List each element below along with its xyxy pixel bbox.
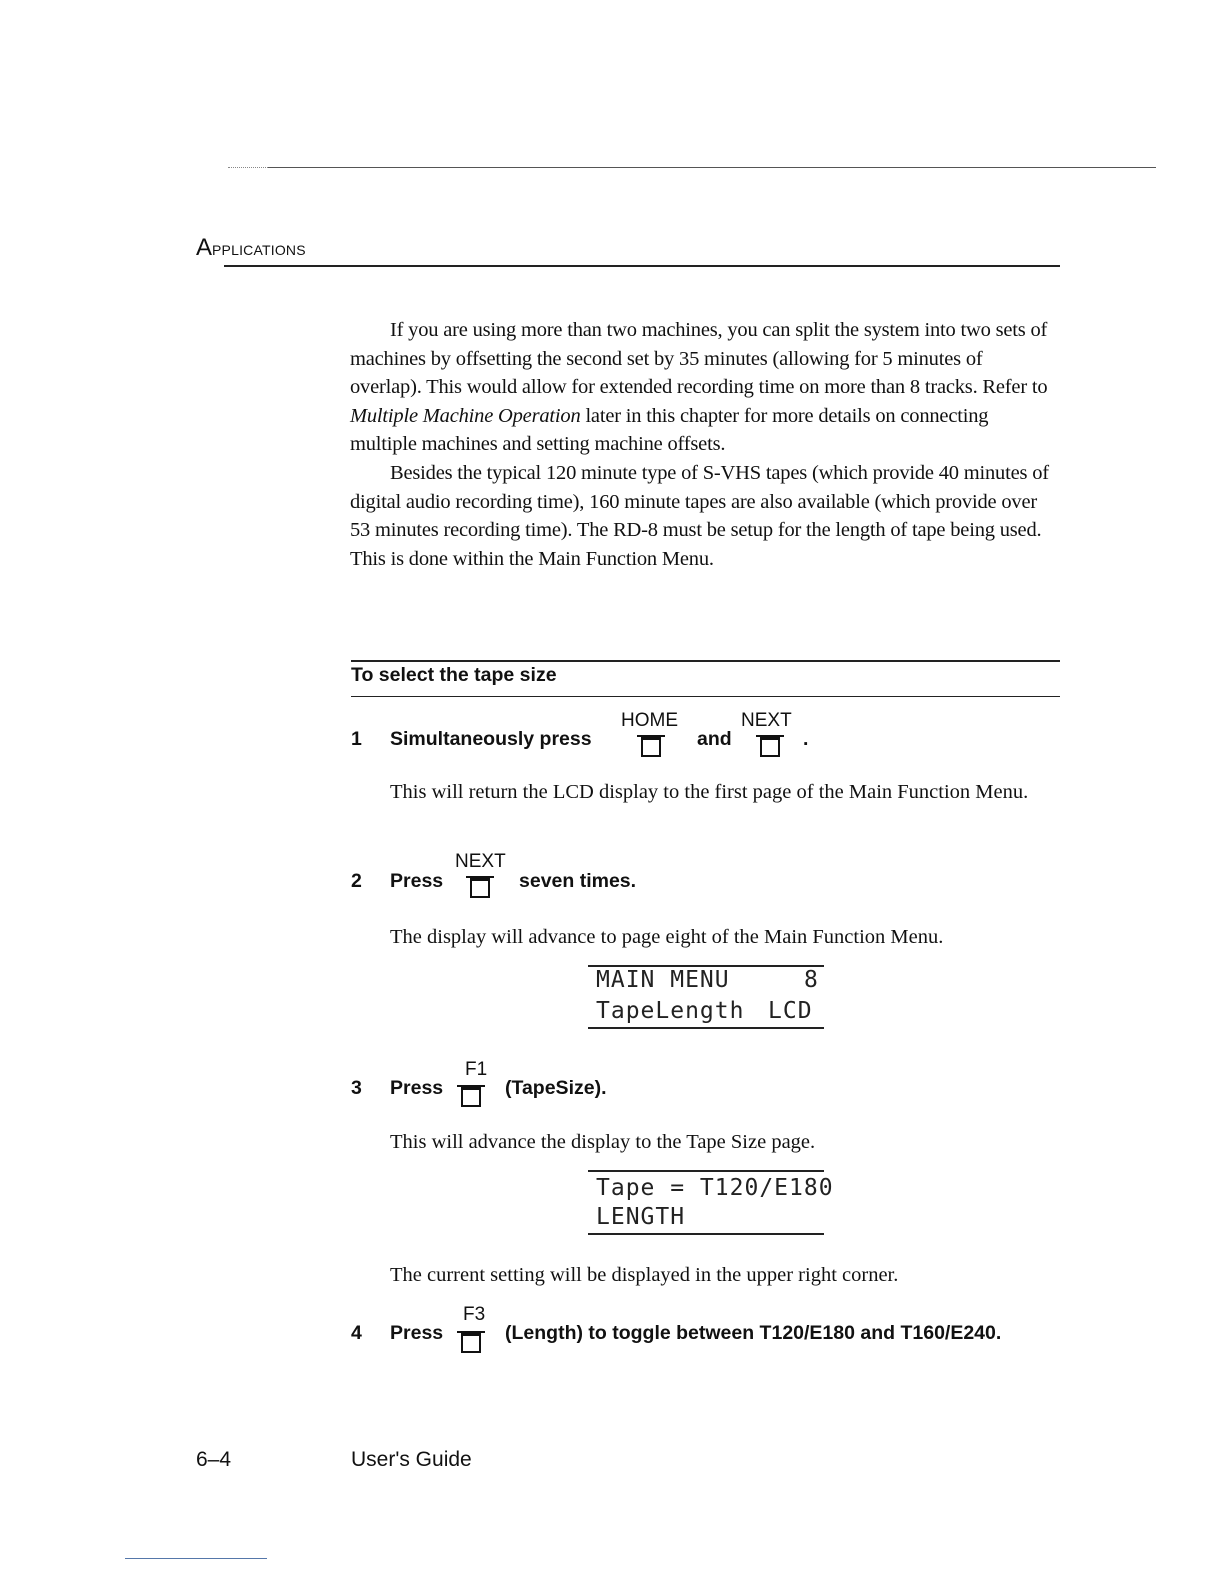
step-3-number: 3 — [351, 1077, 362, 1099]
step-1-text-a: Simultaneously press — [390, 728, 592, 750]
step-4-number: 4 — [351, 1322, 362, 1344]
step-1-text-b: and — [697, 728, 732, 750]
lcd-1-line-1-right: 8 — [804, 967, 819, 993]
home-key-label: HOME — [621, 710, 678, 731]
next-key-label: NEXT — [455, 851, 506, 872]
lcd-1-line-2-left: TapeLength — [596, 998, 745, 1024]
step-2-text-a: Press — [390, 870, 444, 892]
step-1-description: This will return the LCD display to the first page of the Main Function Menu. — [390, 781, 1029, 803]
step-2-number: 2 — [351, 870, 362, 892]
step-1-text-c: . — [803, 728, 809, 750]
lcd-2-bottom-rule — [588, 1233, 824, 1235]
next-key-icon — [470, 878, 490, 898]
step-3-text-b: (TapeSize). — [505, 1077, 607, 1099]
cross-reference: Multiple Machine Operation — [350, 404, 581, 427]
procedure-title: To select the tape size — [351, 664, 557, 686]
lcd-1-bottom-rule — [588, 1027, 824, 1029]
home-key-icon — [641, 737, 661, 757]
lcd-2-line-1: Tape = T120/E180 — [596, 1175, 834, 1201]
lcd-1-line-2-right: LCD — [768, 998, 813, 1024]
lcd-2-top-rule — [588, 1170, 824, 1172]
header-rule — [224, 265, 1060, 267]
procedure-rule-bottom — [351, 696, 1060, 697]
header-rest: PPLICATIONS — [212, 242, 306, 258]
footer-title: User's Guide — [351, 1448, 472, 1471]
f1-key-label: F1 — [465, 1059, 488, 1080]
next-key-label: NEXT — [741, 710, 792, 731]
intro-paragraph-2: Besides the typical 120 minute type of S-VHS tapes (which provide 40 minutes of digital audio recording time), 160 minute tapes are also available (which provide over 53 minutes recording time). The RD-8 must be setup for the length of tape being used. This is done within the Main Function Menu. — [350, 461, 1049, 570]
running-header — [196, 234, 306, 262]
next-key-icon — [760, 737, 780, 757]
current-setting-note: The current setting will be displayed in the upper right corner. — [390, 1264, 899, 1286]
step-2-description: The display will advance to page eight of the Main Function Menu. — [390, 926, 944, 948]
step-4-text-b: (Length) to toggle between T120/E180 and T160/E240. — [505, 1322, 1002, 1344]
step-3-text-a: Press — [390, 1077, 444, 1099]
f3-key-icon — [461, 1333, 481, 1353]
lcd-2-line-2: LENGTH — [596, 1204, 686, 1230]
lcd-1-line-1-left: MAIN MENU — [596, 967, 730, 993]
intro-paragraph-1: If you are using more than two machines, you can split the system into two sets of machines by offsetting the second set by 35 minutes (allowing for 5 minutes of overlap). This would allow for extended recording time on more than 8 tracks. Refer to Multiple Machine Operation later in this chapter for more details on connecting multiple machines and setting machine offsets. — [350, 319, 1048, 456]
step-4-text-a: Press — [390, 1322, 444, 1344]
f1-key-icon — [461, 1087, 481, 1107]
procedure-rule-top — [351, 660, 1060, 662]
top-rule — [268, 167, 1156, 168]
top-dotted-rule — [228, 167, 268, 168]
intro-text — [350, 316, 1050, 573]
bottom-edge-mark — [125, 1558, 267, 1559]
page-number: 6–4 — [196, 1448, 232, 1471]
step-2-text-b: seven times. — [519, 870, 637, 892]
header-cap: A — [196, 234, 213, 261]
step-1-number: 1 — [351, 728, 362, 750]
step-3-description: This will advance the display to the Tape Size page. — [390, 1131, 816, 1153]
f3-key-label: F3 — [463, 1304, 486, 1325]
